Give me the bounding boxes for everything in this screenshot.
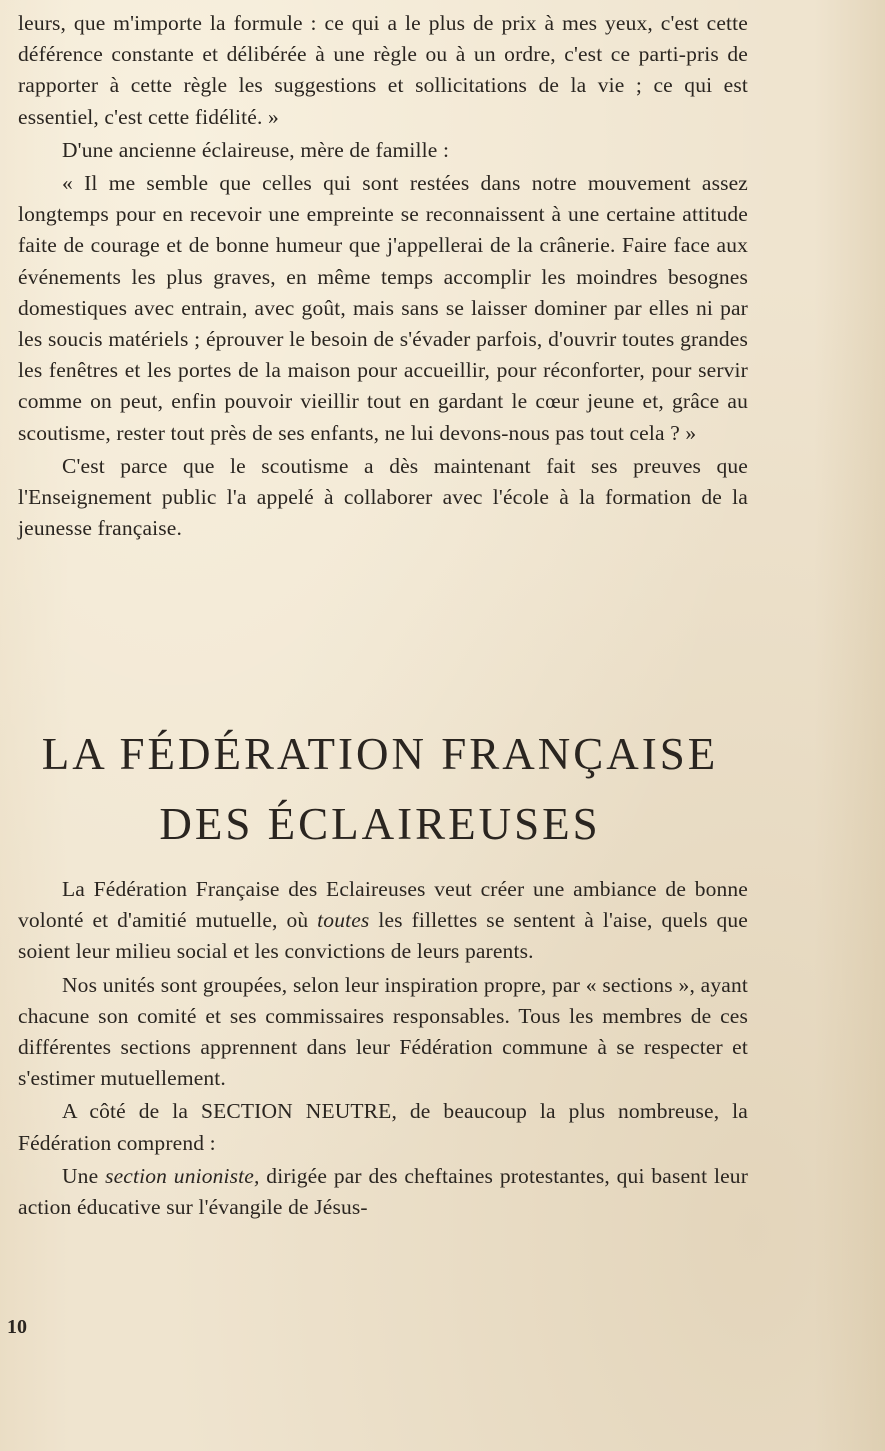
paragraph-quote-eclaireuse: « Il me semble que celles qui sont restées dans notre mouvement assez longtemps pour en recevoir une empreinte se reconnaissent à une certaine attitude faite de courage et de bonne humeur que j'appellerai de la crânerie. Faire face aux événements les plus graves, en même temps accomplir les moindres besognes domestiques avec entrain, avec goût, mais sans se laisser dominer par elles ni par les soucis matériels ; éprouver le besoin de s'évader parfois, d'ouvrir toutes grandes les fenêtres et les portes de la maison pour accueillir, pour réconforter, pour servir comme on peut, enfin pouvoir vieillir tout en gardant le cœur jeune et, grâce au scoutisme, rester tout près de ses enfants, ne lui devons-nous pas tout cela ? » (18, 171, 748, 445)
paragraph-federation-intro (18, 874, 748, 968)
text-fragment: La Fédération Française des Eclaireuses veut créer une ambiance de bonne volonté et d'amitié mutuelle, où (18, 877, 748, 933)
text-fragment: Une (62, 1163, 106, 1188)
emphasis-text: section unioniste, (105, 1163, 260, 1188)
emphasis-text: toutes (317, 908, 370, 933)
paragraph-scoutisme: C'est parce que le scoutisme a dès maintenant fait ses preuves que l'Enseignement public l'a appelé à collaborer avec l'école à la formation de la jeunesse française. (18, 453, 748, 541)
text-fragment: les fillettes se sentent à l'aise, quels que soient leur milieu social et les convictions de leurs parents. (18, 908, 748, 964)
text-fragment: dirigée par des cheftaines protestantes, qui basent leur action éducative sur l'évangile de Jésus- (18, 1163, 749, 1220)
section-heading-line-1: LA FÉDÉRATION FRANÇAISE (41, 729, 719, 779)
section-heading-line-2: DES ÉCLAIREUSES (159, 799, 601, 849)
paragraph-attribution: D'une ancienne éclaireuse, mère de famille : (62, 137, 450, 162)
paragraph-continued-quote: leurs, que m'importe la formule : ce qui a le plus de prix à mes yeux, c'est cette déférence constante et délibérée à une règle ou à un ordre, c'est ce parti-pris de rapporter à cette règle les suggestions et sollicitations de la vie ; ce qui est essentiel, c'est cette fidélité. » (18, 11, 748, 129)
paragraph-section-neutre: A côté de la SECTION NEUTRE, de beaucoup la plus nombreuse, la Fédération comprend : (18, 1099, 748, 1155)
text-block-bottom (18, 874, 748, 1223)
page-number: 10 (7, 1316, 27, 1338)
paragraph-section-unioniste (18, 1161, 748, 1223)
text-block-top (18, 8, 748, 544)
paragraph-sections: Nos unités sont groupées, selon leur inspiration propre, par « sections », ayant chacune son comité et ses commissaires responsables. Tous les membres de ces différentes sections apprennent dans leur Fédération commune à se respecter et s'estimer mutuellement. (18, 972, 748, 1091)
